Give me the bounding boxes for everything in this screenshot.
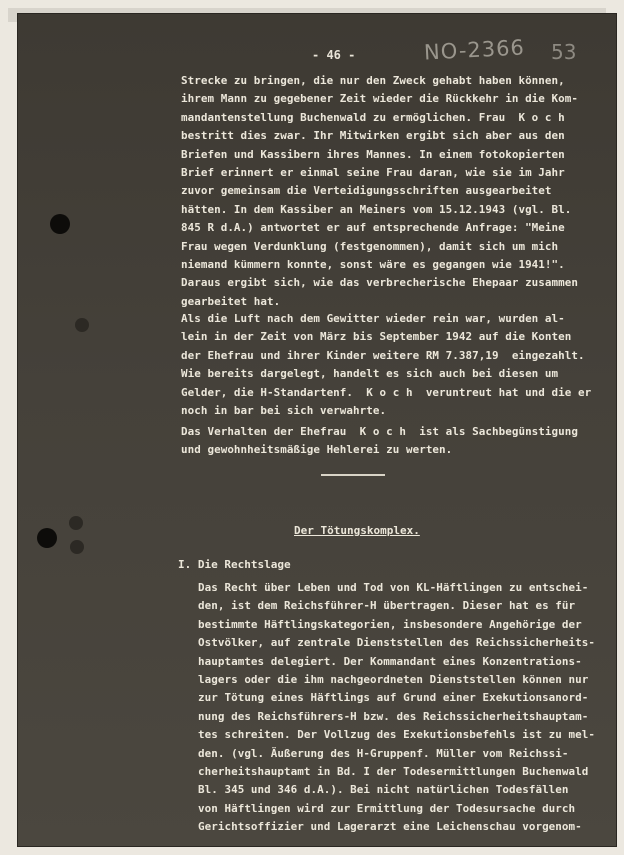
punch-hole-bottom — [37, 528, 57, 548]
section-title: Der Tötungskomplex. — [294, 524, 420, 537]
bleed-mark — [70, 540, 84, 554]
page-number: - 46 - — [312, 48, 356, 62]
punch-hole-top — [50, 214, 70, 234]
section-divider — [321, 474, 385, 476]
bleed-mark — [75, 318, 89, 332]
section-subtitle: I. Die Rechtslage — [178, 558, 291, 571]
archive-sheet-number: 53 — [551, 40, 577, 64]
paragraph-3: Das Verhalten der Ehefrau K o c h ist als Sachbegünstigung und gewohnheitsmäßige Hehlerei zu werten. — [181, 425, 579, 457]
archive-stamp: NO-2366 — [423, 35, 526, 65]
paragraph-1: Strecke zu bringen, die nur den Zweck gehabt haben können, ihrem Mann zu gegebener Zeit wieder die Rückkehr in die Kom- mandantenstellung Buchenwald zu ermöglichen. Frau K o c h bestritt dies zwar. Ihr Mitwirken ergibt sich aber aus den Briefen und Kassibern ihres Mannes. In einem fotokopierten Brief erinnert er einmal seine Frau daran, wie sie im Jahr zuvor gemeinsam die Verteidigungsschriften ausgearbeitet hätten. In dem Kassiber an Meiners vom 15.12.1943 (vgl. Bl. 845 R d.A.) antwortet er auf entsprechende Anfrage: "Meine Frau wegen Verdunklung (festgenommen), damit sich um mich niemand kümmern konnte, sonst wäre es gegangen wie 1941!". Daraus ergibt sich, wie das verbrecherische Ehepaar zusammen gearbeitet hat. — [181, 74, 579, 308]
bleed-mark — [69, 516, 83, 530]
paragraph-2: Als die Luft nach dem Gewitter wieder rein war, wurden al- lein in der Zeit von März bis September 1942 auf die Konten der Ehefrau und ihrer Kinder weitere RM 7.387,19 eingezahlt. Wie bereits dargelegt, handelt es sich auch bei diesen um Gelder, die H-Standartenf. K o c h veruntreut hat und die er noch in bar bei sich verwahrte. — [181, 312, 592, 418]
section-paragraph: Das Recht über Leben und Tod von KL-Häftlingen zu entschei- den, ist dem Reichsführer-H übertragen. Dieser hat es für bestimmte Häftlingskategorien, insbesondere Angehörige der Ostvölker, auf zentrale Dienststellen des Reichssicherheits- hauptamtes delegiert. Der Kommandant eines Konzentrations- lagers oder die ihm nachgeordneten Dienststellen können nur zur Tötung eines Häftlings auf Grund einer Exekutionsanord- nung des Reichsführers-H bzw. des Reichssicherheitshauptam- tes schreiten. Der Vollzug des Exekutionsbefehls ist zu mel- den. (vgl. Äußerung des H-Gruppenf. Müller vom Reichssi- cherheitshauptamt in Bd. I der Todesermittlungen Buchenwald Bl. 345 und 346 d.A.). Bei nicht natürlichen Todesfällen von Häftlingen wird zur Ermittlung der Todesursache durch Gerichtsoffizier und Lagerarzt eine Leichenschau vorgenom- — [198, 581, 596, 834]
